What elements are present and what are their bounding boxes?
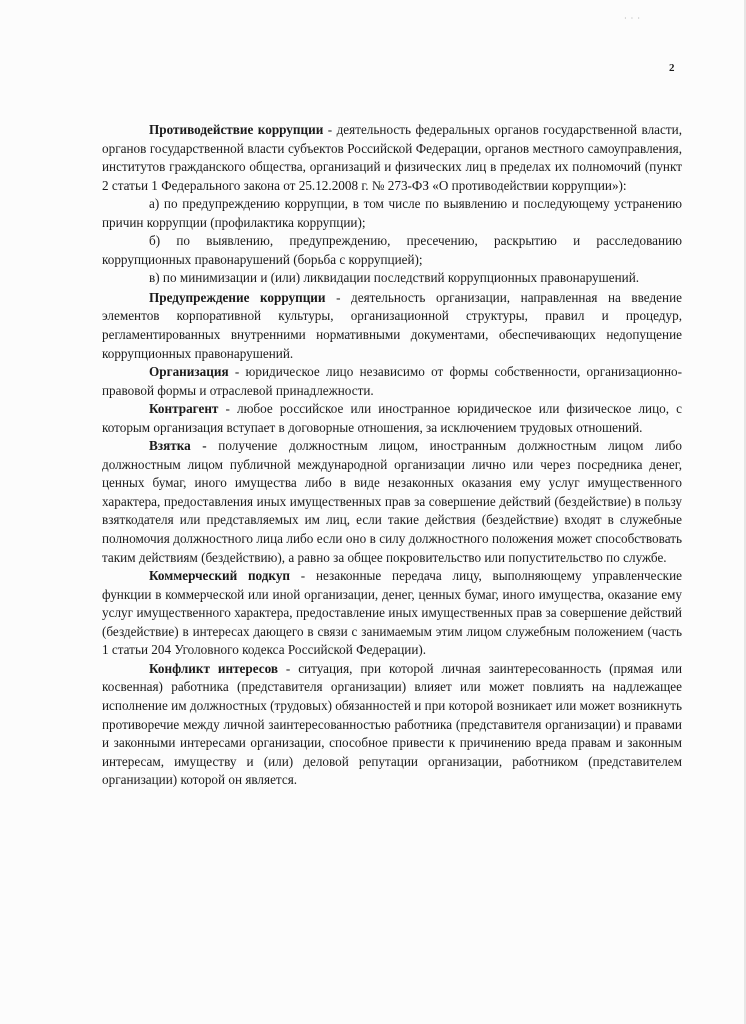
document-body <box>102 121 682 790</box>
list-item-a: а) по предупреждению коррупции, в том числе по выявлению и последующему устранению причин коррупции (профилактика коррупции); <box>102 196 682 230</box>
definition-anticorruption: - деятельность федеральных органов государственной власти, органов государственной власти субъектов Российской Федерации, органов местного самоуправления, институтов гражданского общества, организаций и физических лиц в пределах их полномочий (пункт 2 статьи 1 Федерального закона от 25.12.2008 г. № 273-ФЗ «О противодействии коррупции»): <box>102 122 682 193</box>
definition-conflict-of-interest: - ситуация, при которой личная заинтересованность (прямая или косвенная) работника (представителя организации) влияет или может повлиять на надлежащее исполнение им должностных (трудовых) обязанностей и при которой возникает или может возникнуть противоречие между личной заинтересованностью работника (представителя организации) и правами и законными интересами организации, способное привести к причинению вреда правам и законным интересам, имуществу и (или) деловой репутации организации, работником (представителем организации) которой он является. <box>102 660 682 788</box>
definition-bribe: получение должностным лицом, иностранным должностным лицом либо должностным лицом публичной международной организации лично или через посредника денег, ценных бумаг, иного имущества либо в виде незаконных оказания ему услуг имущественного характера, предоставления иных имущественных прав за совершение действий (бездействие) в пользу взяткодателя или представляемых им лиц, если такие действия (бездействие) входят в служебные полномочия должностного лица либо если оно в силу должностного положения может способствовать таким действиям (бездействию), а равно за общее покровительство или попустительство по службе. <box>102 438 682 565</box>
list-item-c: в) по минимизации и (или) ликвидации последствий коррупционных правонарушений. <box>149 270 640 286</box>
paragraph-counterparty <box>102 400 682 437</box>
definition-organization: - юридическое лицо независимо от формы собственности, организационно-правовой формы и отраслевой принадлежности. <box>102 364 682 398</box>
paragraph-organization <box>102 363 682 400</box>
paragraph-bribe <box>102 437 682 567</box>
paragraph-anticorruption <box>102 121 682 195</box>
list-item-b: б) по выявлению, предупреждению, пресечению, раскрытию и расследованию коррупционных правонарушений (борьба с коррупцией); <box>102 233 682 267</box>
term-commercial-bribery: Коммерческий подкуп <box>149 568 291 584</box>
term-organization: Организация <box>149 364 229 380</box>
paragraph-conflict-of-interest <box>102 660 682 790</box>
paragraph-prevention <box>102 289 682 363</box>
term-prevention: Предупреждение коррупции <box>149 289 326 305</box>
definition-prevention: - деятельность организации, направленная на введение элементов корпоративной культуры, организационной структуры, правил и процедур, регламентированных внутренними нормативными документами, обеспечивающих недопущение коррупционных правонарушений. <box>102 289 682 361</box>
term-conflict-of-interest: Конфликт интересов <box>149 660 278 676</box>
term-anticorruption: Противодействие коррупции <box>149 122 324 137</box>
paragraph-commercial-bribery <box>102 567 682 660</box>
page-number: 2 <box>669 62 675 74</box>
scan-speck: · · · <box>624 14 641 23</box>
term-counterparty: Контрагент <box>149 401 219 417</box>
definition-counterparty: - любое российское или иностранное юридическое или физическое лицо, с которым организация вступает в договорные отношения, за исключением трудовых отношений. <box>102 401 682 435</box>
definition-commercial-bribery: - незаконные передача лицу, выполняющему управленческие функции в коммерческой или иной организации, денег, ценных бумаг, иного имущества, оказание ему услуг имущественного характера, предоставление иных имущественных прав за совершение действий (бездействие) в интересах дающего в связи с занимаемым этим лицом служебным положением (часть 1 статьи 204 Уголовного кодекса Российской Федерации). <box>102 568 682 658</box>
term-bribe: Взятка - <box>149 438 207 454</box>
